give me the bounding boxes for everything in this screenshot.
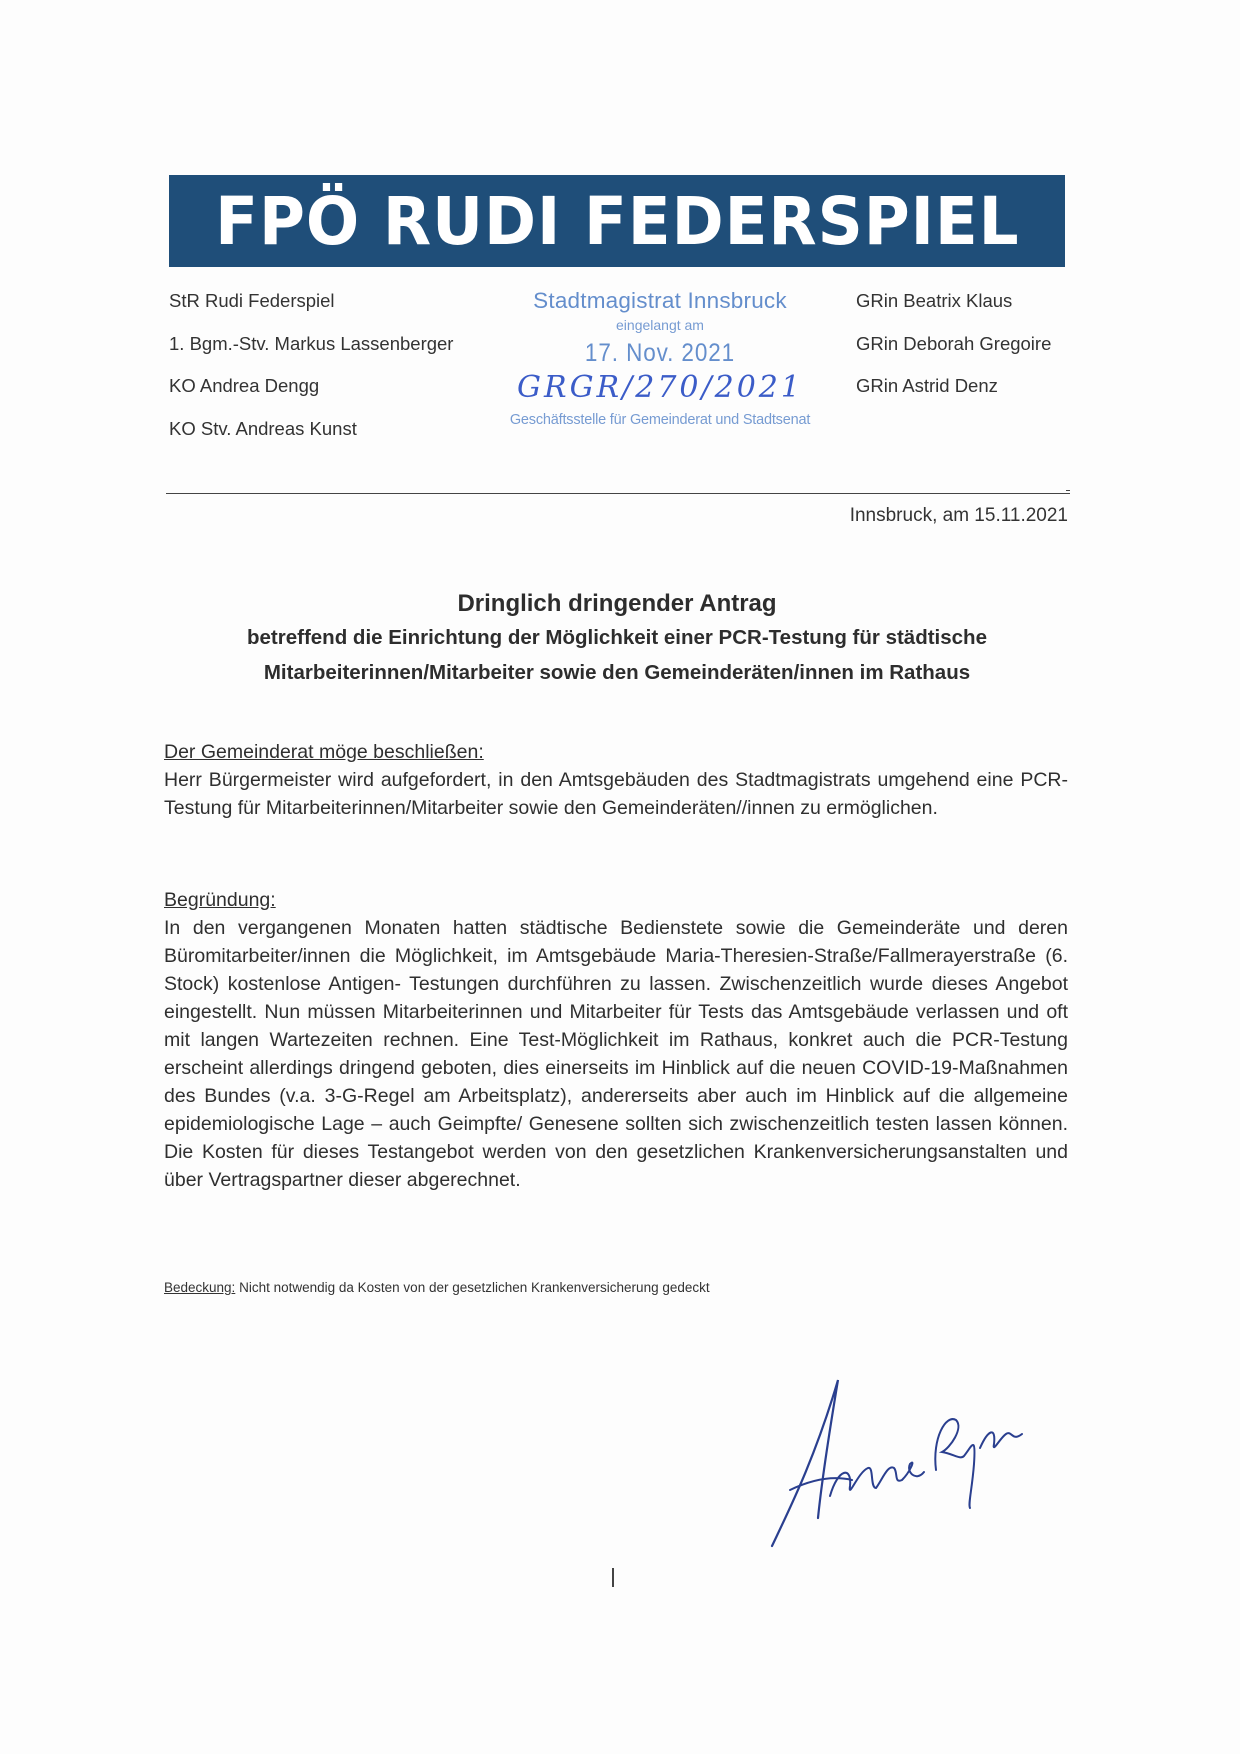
reasoning-label: Begründung: — [164, 889, 276, 911]
document-heading — [169, 590, 1065, 687]
stamp-received-label: eingelangt am — [616, 317, 704, 333]
signatory-name: KO Andrea Dengg — [169, 375, 320, 396]
reasoning-section — [164, 886, 1068, 1194]
signatory-name: GRin Beatrix Klaus — [856, 290, 1013, 311]
banner-title: FPÖ RUDI FEDERSPIEL — [214, 182, 1020, 260]
motion-text: Herr Bürgermeister wird aufgefordert, in den Amtsgebäuden des Stadtmagistrats umgehend eine PCR-Testung für Mitarbeiterinnen/Mitarbeiter sowie den Gemeinderäten//innen zu ermöglichen. — [164, 769, 1068, 819]
place-date: Innsbruck, am 15.11.2021 — [849, 505, 1068, 526]
page-marker — [612, 1568, 614, 1587]
document-title: Dringlich dringender Antrag — [457, 590, 777, 617]
stamp-handwritten-reference: GRGR/270/2021 — [517, 370, 803, 405]
letterhead-banner — [169, 175, 1065, 267]
signatory-name: KO Stv. Andreas Kunst — [169, 417, 357, 439]
right-signatories — [856, 289, 1051, 417]
reasoning-text: In den vergangenen Monaten hatten städtische Bedienstete sowie die Gemeinderäte und deren Büromitarbeiter/innen die Möglichkeit, im Amtsgebäude Maria-Theresien-Straße/Fallmerayerstraße (6. Stock) kostenlose Antigen- Testungen durchführen zu lassen. Zwischenzeitlich wurde dieses Angebot eingestellt. Nun müssen Mitarbeiterinnen und Mitarbeiter für Tests das Amtsgebäude verlassen und oft mit langen Wartezeiten rechnen. Eine Test-Möglichkeit im Rathaus, konkret auch die PCR-Testung erscheint allerdings dringend geboten, dies einerseits im Hinblick auf die neuen COVID-19-Maßnahmen des Bundes (v.a. 3-G-Regel am Arbeitsplatz), andererseits aber auch im Hinblick auf die allgemeine epidemiologische Lage – auch Geimpfte/ Genesene sollten sich zwischenzeitlich testen lassen können. Die Kosten für dieses Testangebot werden von den gesetzlichen Krankenversicherungsanstalten und über Vertragspartner dieser abgerechnet. — [164, 917, 1068, 1191]
document-subtitle-line-2: Mitarbeiterinnen/Mitarbeiter sowie den Gemeinderäten/innen im Rathaus — [263, 660, 971, 684]
coverage-note — [164, 1280, 710, 1295]
coverage-text: Nicht notwendig da Kosten von der gesetzlichen Krankenversicherung gedeckt — [239, 1280, 710, 1295]
signatory-name: GRin Astrid Denz — [856, 375, 998, 396]
coverage-label: Bedeckung: — [164, 1280, 236, 1295]
signature-image — [760, 1368, 1040, 1568]
signatory-name: StR Rudi Federspiel — [169, 290, 335, 311]
stamp-date: 17. Nov. 2021 — [584, 339, 736, 367]
stamp-office: Geschäftsstelle für Gemeinderat und Stadtsenat — [509, 412, 811, 428]
motion-section — [164, 738, 1068, 822]
signatory-name: GRin Deborah Gregoire — [856, 332, 1052, 354]
motion-label: Der Gemeinderat möge beschließen: — [164, 741, 484, 763]
header-divider — [166, 493, 1070, 494]
stamp-title: Stadtmagistrat Innsbruck — [533, 288, 787, 313]
document-subtitle-line-1: betreffend die Einrichtung der Möglichkeit einer PCR-Testung für städtische — [247, 626, 987, 649]
signatory-name: 1. Bgm.-Stv. Markus Lassenberger — [169, 332, 454, 354]
received-stamp — [505, 288, 815, 448]
left-signatories — [169, 289, 453, 459]
header-divider-tick — [1066, 490, 1070, 491]
handwritten-signature — [760, 1368, 1040, 1573]
